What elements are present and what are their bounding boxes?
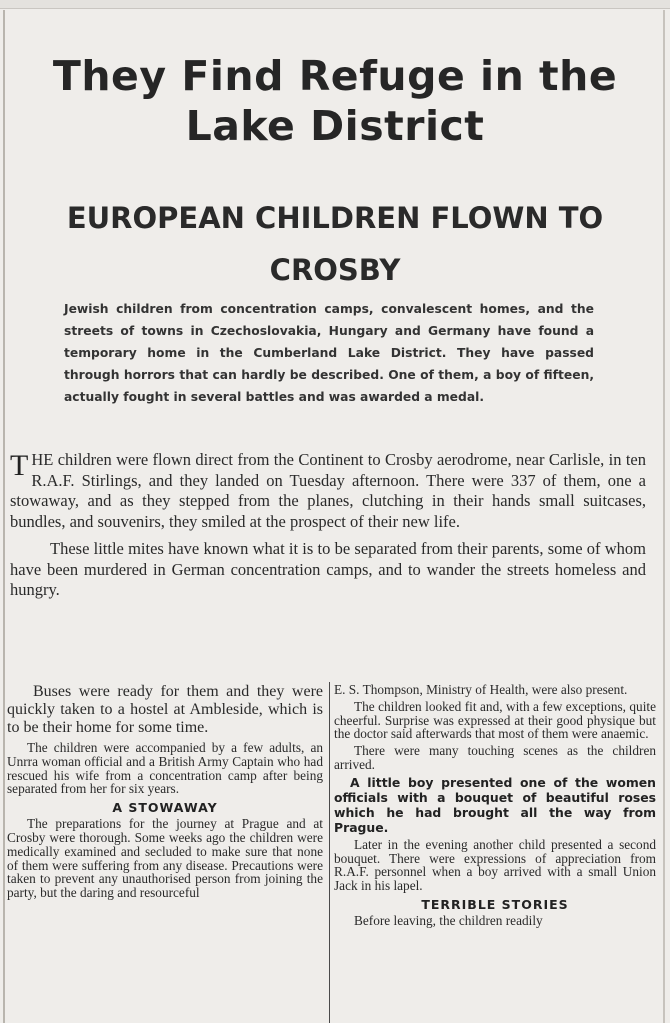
column-divider bbox=[329, 682, 330, 1023]
body-paragraph: The preparations for the journey at Prague and at Crosby were thorough. Some weeks ago the children were medically examined and secluded to make sure that none of them were suffering from any disease. Precautions were taken to prevent any unauthorised person from joining the party, but the daring and resourceful bbox=[7, 816, 323, 901]
body-paragraph: Later in the evening another child presented a second bouquet. There were expressions of appreciation from R.A.F. personnel when a boy arrived with a small Union Jack in his lapel. bbox=[334, 836, 656, 894]
lead-paragraph bbox=[10, 450, 646, 532]
headline: They Find Refuge in the Lake District bbox=[52, 52, 618, 151]
body-paragraph: Buses were ready for them and they were quickly taken to a hostel at Ambleside, which is to be their home for some time. bbox=[7, 683, 323, 736]
article-body-lead bbox=[10, 450, 646, 608]
body-paragraph: There were many touching scenes as the children arrived. bbox=[334, 743, 656, 772]
subheadline: EUROPEAN CHILDREN FLOWN TO CROSBY bbox=[66, 201, 604, 288]
page-edge bbox=[0, 0, 670, 9]
drop-cap: T bbox=[10, 449, 29, 482]
highlight-paragraph: A little boy presented one of the women officials with a bouquet of beautiful roses which he had brought all the way from Prague. bbox=[334, 774, 656, 835]
column-rule-right bbox=[663, 10, 665, 1023]
lead-paragraph-text: HE children were flown direct from the Continent to Crosby aerodrome, near Carlisle, in ten R.A.F. Stirlings, and they landed on Tuesday afternoon. There were 337 of them, one a stowaway, and as they stepped from the planes, clutching in their hands small suitcases, bundles, and souvenirs, they smiled at the prospect of their new life. bbox=[10, 450, 646, 531]
section-heading: A STOWAWAY bbox=[112, 800, 218, 816]
body-paragraph: E. S. Thompson, Ministry of Health, were also present. bbox=[334, 682, 628, 697]
body-paragraph: These little mites have known what it is to be separated from their parents, some of whom have been murdered in German concentration camps, and to wander the streets homeless and hungry. bbox=[10, 539, 646, 599]
body-paragraph: The children were accompanied by a few adults, an Unrra woman official and a British Army Captain who had rescued his wife from a concentration camp after being separated from her for six years. bbox=[7, 740, 323, 797]
section-heading: TERRIBLE STORIES bbox=[421, 896, 569, 912]
intro-paragraph: Jewish children from concentration camps, convalescent homes, and the streets of towns in Czechoslovakia, Hungary and Germany have found a temporary home in the Cumberland Lake District. They have passed through horrors that can hardly be described. One of them, a boy of fifteen, actually fought in several battles and was awarded a medal. bbox=[64, 302, 594, 405]
column-left bbox=[7, 683, 323, 903]
body-paragraph: The children looked fit and, with a few exceptions, quite cheerful. Surprise was expressed at their good physique but the doctor said afterwards that most of them were anaemic. bbox=[334, 698, 656, 742]
column-rule-left bbox=[3, 10, 5, 1023]
column-right bbox=[334, 683, 656, 931]
body-paragraph: Before leaving, the children readily bbox=[354, 912, 543, 928]
